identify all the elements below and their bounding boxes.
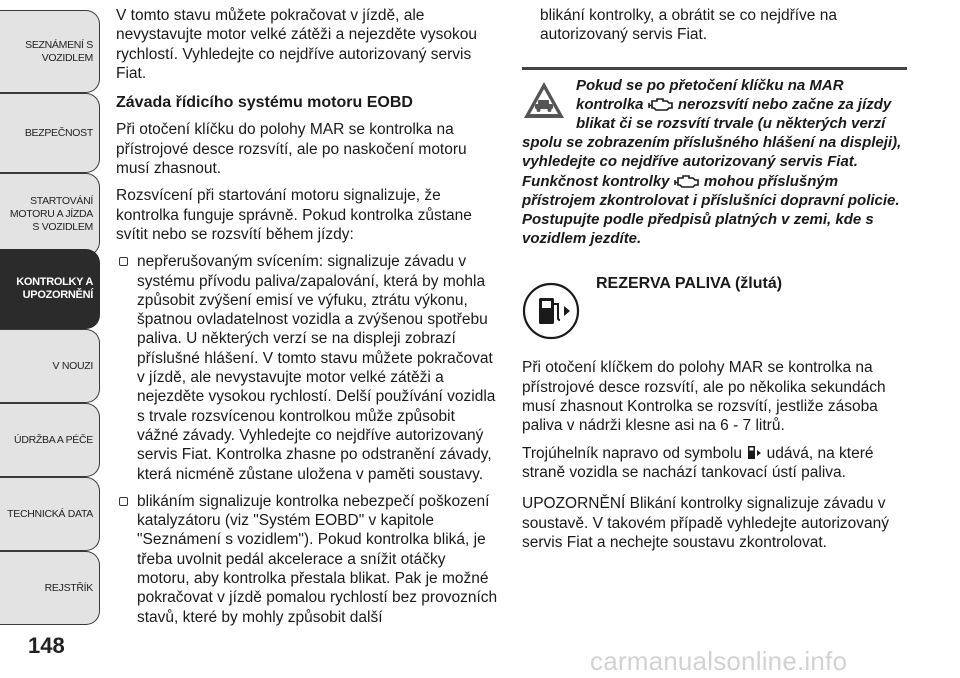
- fuel-pump-icon: [746, 444, 762, 460]
- paragraph: Při otočení klíčku do polohy MAR se kontrolka na přístrojové desce rozsvítí, ale po naskočení motoru musí zhasnout.: [116, 121, 467, 178]
- fuel-pump-icon: [522, 282, 580, 340]
- tab-label: STARTOVÁNÍ MOTORU A JÍZDA S VOZIDLEM: [9, 195, 93, 233]
- warning-text-c: mohou příslušným přístrojem zkontrolovat i příslušníci dopravní policie. Postupujte podle předpisů platných v zemi, kde s vozidlem jezdíte.: [522, 172, 900, 248]
- tab-kontrolky-a-upozorneni[interactable]: [0, 249, 100, 329]
- tab-label: BEZPEČNOST: [24, 126, 93, 139]
- paragraph: [522, 444, 907, 483]
- tab-bezpecnost[interactable]: [0, 93, 100, 173]
- fuel-reserve-heading: REZERVA PALIVA (žlutá): [596, 275, 783, 293]
- bullet-checkbox-icon: [119, 497, 128, 506]
- page-number: 148: [28, 633, 65, 658]
- warning-text-b: nerozsvítí nebo začne za jízdy blikat či se rozsvítí trvale (u některých verzí spolu se zobrazením příslušného hlášení na displeji), vyhledejte co nejdříve autorizovaný servis Fiat. Funkčnost kontrolky: [522, 95, 902, 190]
- tab-v-nouzi[interactable]: [0, 329, 100, 403]
- bullet-text: nepřerušovaným svícením: signalizuje závadu v systému přívodu paliva/zapalování, která by mohla způsobit zvýšení emisí ve výfuku, ztrátu výkonu, špatnou ovladatelnost vozidla a zvýšenou spotřebu paliva. U některých verzí se na displeji zobrazí příslušné hlášení. V tomto stavu můžete pokračovat v jízdě, ale nevystavujte motor velké zátěži a nejezděte vysokou rychlostí. Delší používání vozidla s trvale rozsvícenou kontrolkou může způsobit vážné závady. Vyhledejte co nejdříve autorizovaný servis Fiat. Kontrolka zhasne po odstranění závady, která nicméně zůstane uložena v paměti soustavy.: [137, 253, 496, 483]
- paragraph: UPOZORNĚNÍ Blikání kontrolky signalizuje závadu v soustavě. V takovém případě vyhledejte autorizovaný servis Fiat a nechejte soustavu zkontrolovat.: [522, 495, 890, 551]
- fuel-para-text-b: udává, na které straně vozidla se nachází tankovací ústí paliva.: [522, 444, 874, 481]
- tab-label: SEZNÁMENÍ S VOZIDLEM: [25, 38, 93, 64]
- warning-text-a: Pokud se po přetočení klíčku na MAR kontrolka: [576, 76, 844, 113]
- list-item: [116, 252, 500, 484]
- chapter-sidebar: [0, 0, 100, 678]
- road-hazard-triangle-icon: [522, 78, 566, 122]
- intro-paragraph: V tomto stavu můžete pokračovat v jízdě, ale nevystavujte motor velké zátěži a nejezděte vysokou rychlostí. Vyhledejte co nejdříve autorizovaný servis Fiat.: [116, 7, 477, 82]
- fuel-para-text-a: Trojúhelník napravo od symbolu: [522, 444, 742, 462]
- tab-startovani-motoru[interactable]: [0, 173, 100, 256]
- warning-box: [522, 67, 907, 249]
- tab-label: TECHNICKÁ DATA: [7, 507, 93, 520]
- bullet-list: [116, 252, 500, 627]
- continuation-paragraph: blikání kontrolky, a obrátit se co nejdříve na autorizovaný servis Fiat.: [540, 7, 837, 44]
- tab-udrzba-a-pece[interactable]: [0, 403, 100, 477]
- tab-label: ÚDRŽBA A PÉČE: [14, 433, 93, 446]
- section-heading-eobd: Závada řídicího systému motoru EOBD: [116, 94, 413, 112]
- engine-check-icon: [674, 173, 700, 189]
- left-column: [116, 6, 500, 635]
- tab-seznameni-s-vozidlem[interactable]: [0, 10, 100, 93]
- fuel-reserve-section: [522, 274, 907, 358]
- watermark: carmanualsonline.info: [590, 646, 848, 676]
- tab-rejstrik[interactable]: [0, 551, 100, 625]
- tab-technicka-data[interactable]: [0, 477, 100, 551]
- engine-check-icon: [648, 96, 674, 112]
- bullet-checkbox-icon: [119, 257, 128, 266]
- paragraph: Rozsvícení při startování motoru signalizuje, že kontrolka funguje správně. Pokud kontrolka zůstane svítit nebo se rozsvítí během jízdy:: [116, 187, 472, 243]
- list-item: [116, 492, 500, 627]
- tab-label: KONTROLKY A UPOZORNĚNÍ: [16, 276, 93, 301]
- paragraph: Při otočení klíčkem do polohy MAR se kontrolka na přístrojové desce rozsvítí, ale po několika sekundách musí zhasnout Kontrolka se rozsvítí, jestliže zásoba paliva v nádrži klesne asi na 6 - 7 litrů.: [522, 359, 886, 435]
- bullet-text: blikáním signalizuje kontrolka nebezpečí poškození katalyzátoru (viz "Systém EOBD" v kapitole "Seznámení s vozidlem"). Pokud kontrolka bliká, je třeba uvolnit pedál akcelerace a snížit otáčky motoru, aby kontrolka přestala blikat. Pak je možné pokračovat v jízdě pomalou rychlostí bez provozních stavů, které by mohly způsobit další: [137, 492, 498, 626]
- tab-label: REJSTŘÍK: [44, 581, 93, 594]
- right-column: [522, 6, 907, 560]
- tab-label: V NOUZI: [52, 359, 93, 372]
